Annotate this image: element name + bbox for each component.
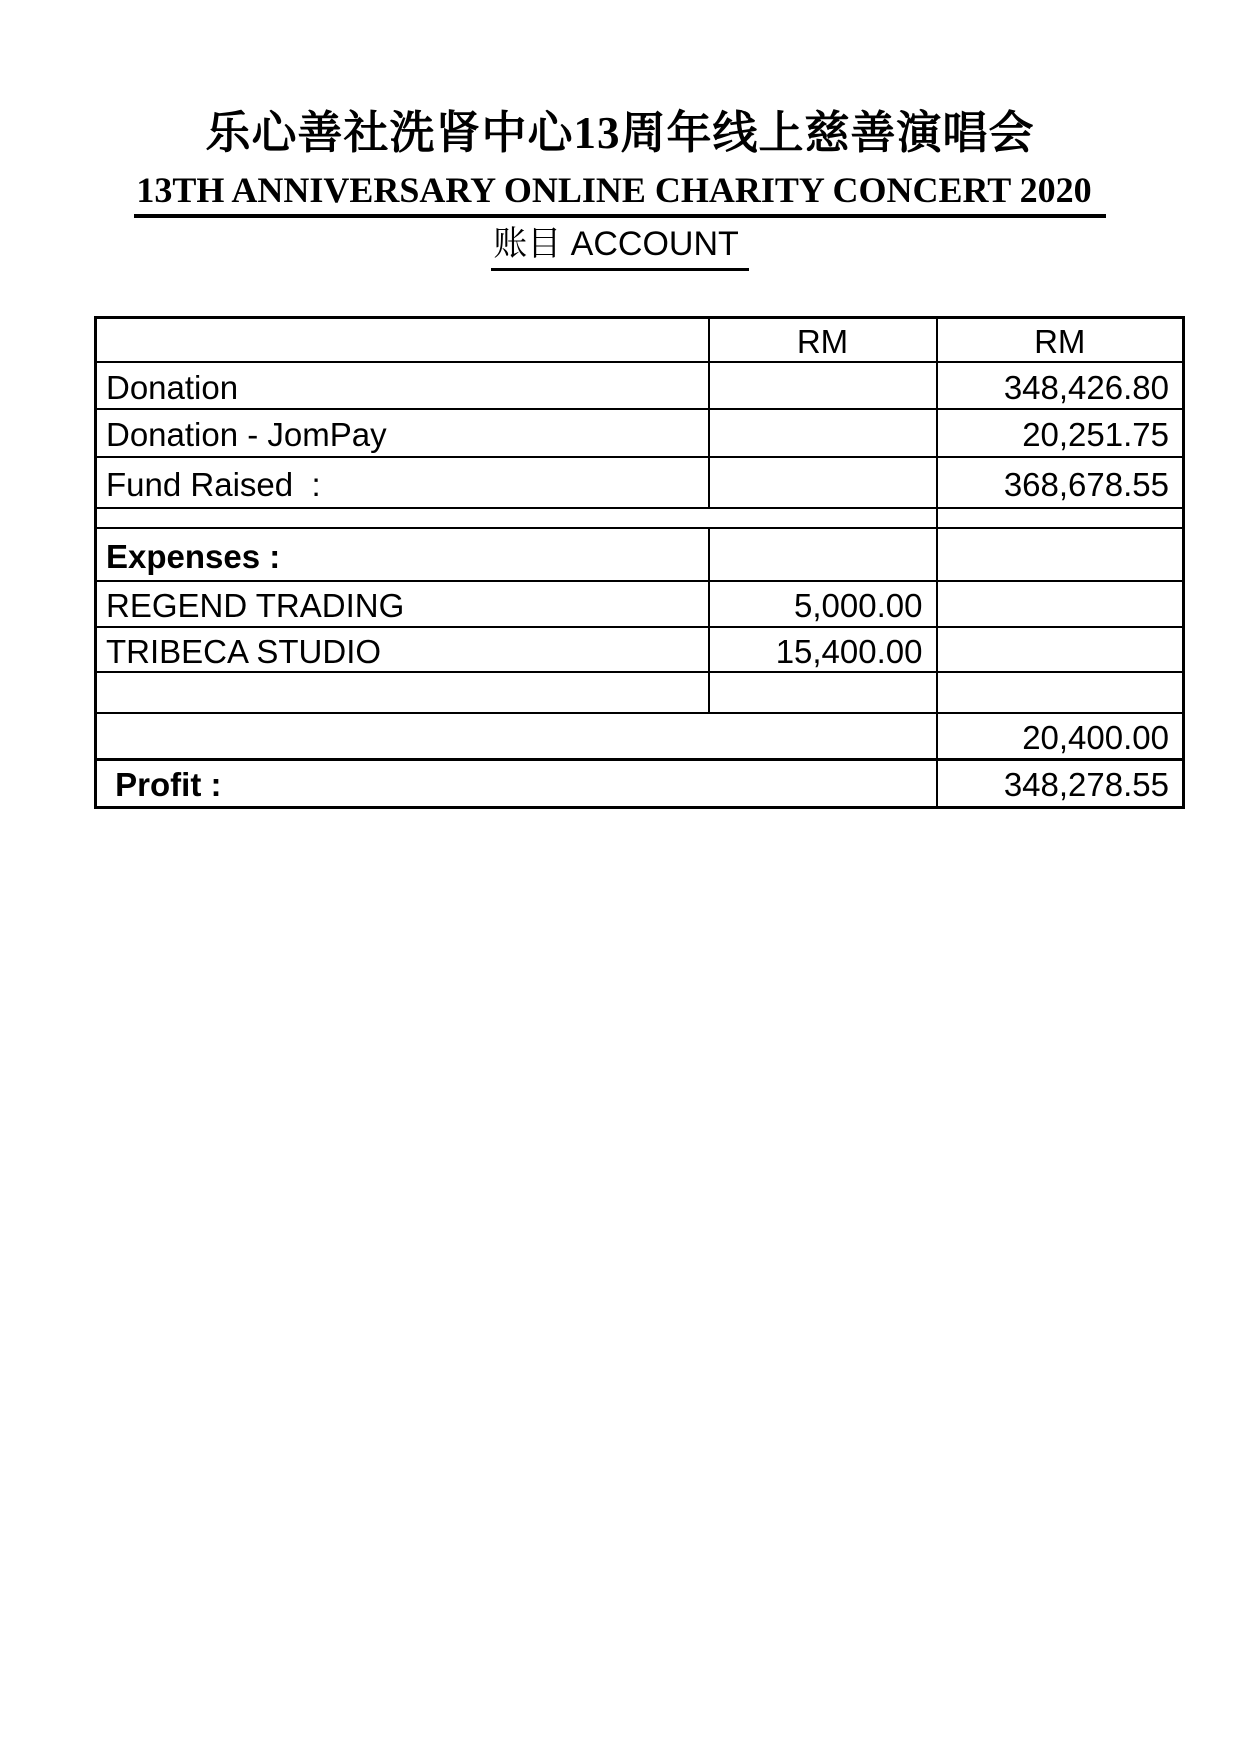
tribeca-studio-amount: 15,400.00 bbox=[709, 627, 937, 672]
empty-cell bbox=[937, 508, 1184, 528]
empty-cell bbox=[937, 672, 1184, 713]
donation-jompay-label: Donation - JomPay bbox=[96, 409, 709, 457]
empty-cell bbox=[96, 672, 709, 713]
profit-amount: 348,278.55 bbox=[937, 759, 1184, 807]
spacer-row bbox=[96, 672, 1184, 713]
empty-cell bbox=[709, 528, 937, 581]
profit-label: Profit : bbox=[96, 759, 937, 807]
spacer-row bbox=[96, 508, 1184, 528]
table-header-row bbox=[96, 318, 1184, 363]
account-table bbox=[94, 316, 1185, 809]
account-heading-underlined-text: 账目 ACCOUNT bbox=[491, 225, 749, 271]
total-expenses-amount: 20,400.00 bbox=[937, 713, 1184, 759]
regend-trading-row bbox=[96, 581, 1184, 627]
empty-cell bbox=[937, 528, 1184, 581]
header-blank-cell bbox=[96, 318, 709, 363]
empty-cell bbox=[937, 581, 1184, 627]
empty-cell bbox=[709, 672, 937, 713]
donation-row bbox=[96, 362, 1184, 409]
donation-jompay-row bbox=[96, 409, 1184, 457]
account-section-heading bbox=[0, 225, 1240, 271]
empty-merged-cell bbox=[96, 713, 937, 759]
tribeca-studio-label: TRIBECA STUDIO bbox=[96, 627, 709, 672]
regend-trading-amount: 5,000.00 bbox=[709, 581, 937, 627]
donation-label: Donation bbox=[96, 362, 709, 409]
donation-amount: 348,426.80 bbox=[937, 362, 1184, 409]
regend-trading-label: REGEND TRADING bbox=[96, 581, 709, 627]
header-rm-income-cell: RM bbox=[937, 318, 1184, 363]
empty-cell bbox=[709, 409, 937, 457]
fund-raised-label: Fund Raised : bbox=[96, 457, 709, 508]
expenses-header-row bbox=[96, 528, 1184, 581]
total-expenses-row bbox=[96, 713, 1184, 759]
empty-cell bbox=[709, 457, 937, 508]
expenses-header-label: Expenses : bbox=[96, 528, 709, 581]
empty-cell bbox=[937, 627, 1184, 672]
fund-raised-amount: 368,678.55 bbox=[937, 457, 1184, 508]
tribeca-studio-row bbox=[96, 627, 1184, 672]
fund-raised-row bbox=[96, 457, 1184, 508]
empty-cell bbox=[709, 362, 937, 409]
profit-row bbox=[96, 759, 1184, 807]
header-rm-expense-cell: RM bbox=[709, 318, 937, 363]
donation-jompay-amount: 20,251.75 bbox=[937, 409, 1184, 457]
empty-merged-cell bbox=[96, 508, 937, 528]
title-english bbox=[0, 170, 1240, 218]
title-english-underlined-text: 13TH ANNIVERSARY ONLINE CHARITY CONCERT 2020 bbox=[134, 170, 1105, 218]
title-chinese: 乐心善社洗肾中心13周年线上慈善演唱会 bbox=[205, 108, 1035, 158]
